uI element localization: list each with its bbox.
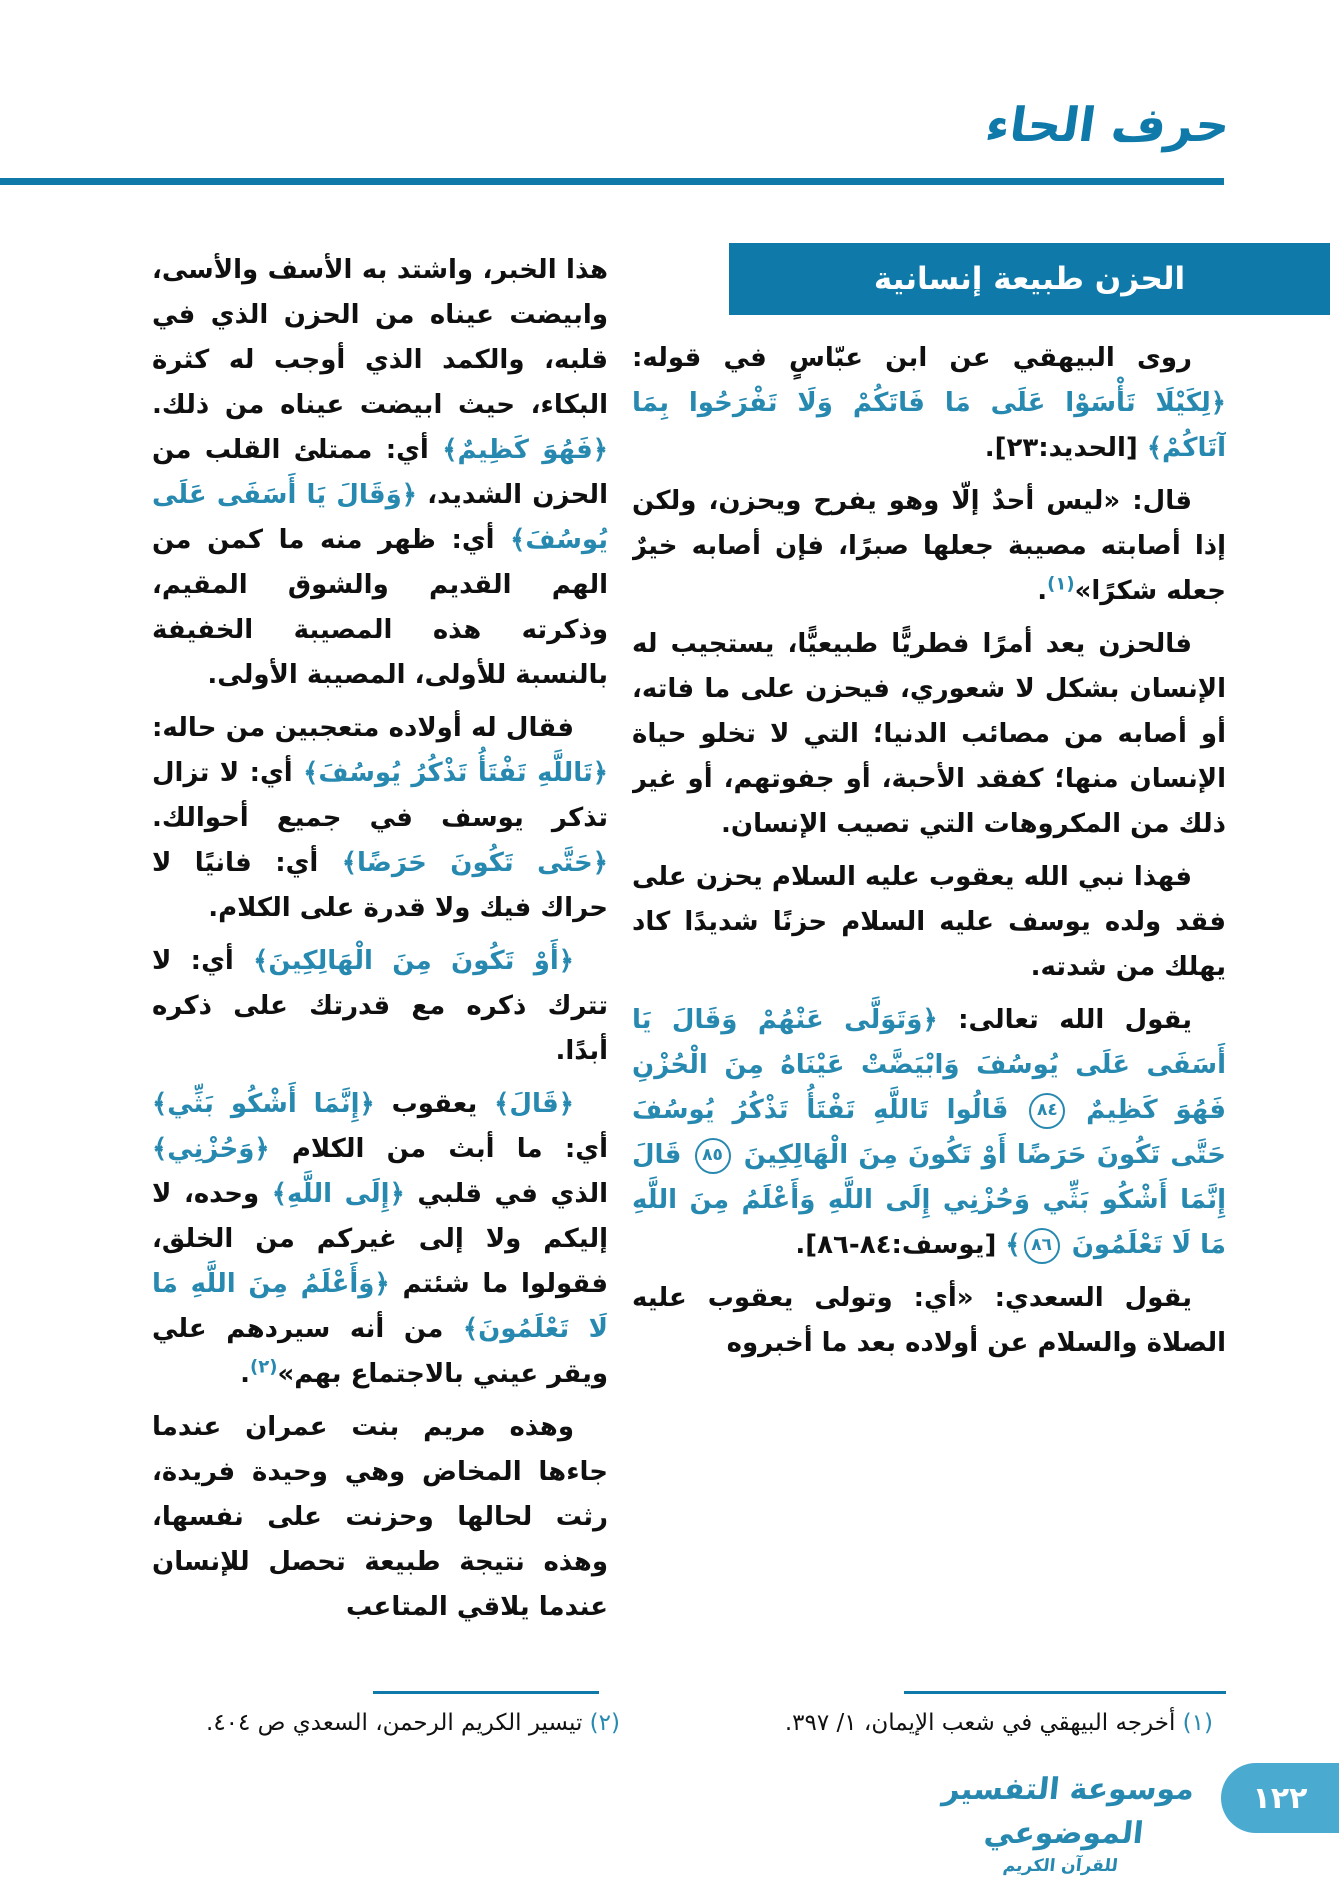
footnote-1-number: (١) [1182,1710,1213,1736]
quran-quote: ﴿إِلَى اللَّهِ﴾ [271,1179,405,1209]
body-text: فهذا نبي الله يعقوب عليه السلام يحزن على فقد ولده يوسف عليه السلام حزنًا شديدًا كاد يهلك من شدته. [632,862,1226,982]
body-text: يقول السعدي: «أي: وتولى يعقوب عليه الصلاة والسلام عن أولاده بعد ما أخبروه [632,1283,1226,1358]
paragraph [152,706,608,931]
body-text: روى البيهقي عن ابن عبّاسٍ في قوله: [632,343,1192,373]
footnote-1 [713,1706,1213,1740]
body-text: أي: ظهر منه ما كمن من الهم القديم والشوق المقيم، وذكرته هذه المصيبة الخفيفة بالنسبة للأولى، المصيبة الأولى. [152,525,608,690]
body-text: فقال له أولاده متعجبين من حاله: [152,713,574,743]
footnote-2-number: (٢) [589,1710,620,1736]
body-text: [يوسف:٨٤-٨٦]. [795,1230,1006,1260]
verse-number: ٨٤ [1029,1093,1065,1129]
quran-quote: ﴿وَحُزْنِي﴾ [152,1134,270,1164]
body-text: فالحزن يعد أمرًا فطريًّا طبيعيًّا، يستجيب له الإنسان بشكل لا شعوري، فيحزن على ما فاته، أو أصابه من مصائب الدنيا؛ التي لا تخلو حياة الإنسان منها؛ كفقد الأحبة، أو جفوتهم، أو غير ذلك من المكروهات التي تصيب الإنسان. [632,629,1226,839]
body-text: هذا الخبر، واشتد به الأسف والأسى، وابيضت عيناه من الحزن الذي في قلبه، والكمد الذي أوجب له كثرة البكاء، حيث ابيضت عيناه من ذلك. [152,255,608,420]
body-text: . [1037,576,1048,606]
quran-quote: ﴿حَتَّى تَكُونَ حَرَضًا﴾ [341,848,608,878]
body-text: أي: لا تزال تذكر يوسف في جميع أحوالك. [152,758,608,833]
footnote-rule-right [904,1691,1226,1694]
section-title-box [729,243,1330,315]
body-text: أي: لا تترك ذكره مع قدرتك على ذكره أبدًا. [152,946,608,1066]
quran-quote: ﴿وَأَعْلَمُ مِنَ اللَّهِ مَا لَا تَعْلَمُونَ﴾ [152,1269,608,1344]
publisher-logo [913,1768,1216,1876]
paragraph [632,336,1226,471]
body-text: وحده، لا إليكم ولا إلى غيركم من الخلق، فقولوا ما شئتم [152,1179,608,1299]
body-text: من أنه سيردهم علي ويقر عيني بالاجتماع بهم» [152,1314,608,1389]
paragraph [632,622,1226,847]
quran-quote: ﴿لِكَيْلَا تَأْسَوْا عَلَى مَا فَاتَكُمْ وَلَا تَفْرَحُوا بِمَا آتَاكُمْ﴾ [632,388,1226,463]
quran-quote: ﴿تَاللَّهِ تَفْتَأُ تَذْكُرُ يُوسُفَ﴾ [303,758,608,788]
footnote-2 [148,1706,620,1740]
paragraph [152,248,608,698]
section-title: الحزن طبيعة إنسانية [873,261,1186,297]
body-text: يعقوب [374,1089,495,1119]
body-text: أي: ممتلئ القلب من الحزن الشديد، [152,435,608,510]
column-left [152,248,608,1670]
quran-quote: ﴿فَهُوَ كَظِيمٌ﴾ [442,435,608,465]
paragraph [152,939,608,1074]
paragraph [632,1276,1226,1366]
page-number-badge [1221,1763,1339,1833]
footnote-ref: (١) [1047,573,1075,595]
paragraph [632,479,1226,614]
paragraph [632,855,1226,990]
body-text: . [240,1359,250,1389]
chapter-header-calligraphy: حرف الحاء [981,98,1233,153]
paragraph [152,1082,608,1397]
body-text: يقول الله تعالى: [937,1005,1192,1035]
quran-quote: قَالَ إِنَّمَا أَشْكُو بَثِّي وَحُزْنِي إِلَى اللَّهِ وَأَعْلَمُ مِنَ اللَّهِ مَا لَا تَعْلَمُونَ [632,1140,1226,1260]
quran-quote: ﴿إِنَّمَا أَشْكُو بَثِّي﴾ [152,1089,375,1119]
body-text: أي: ما أبث من الكلام [269,1134,608,1164]
body-text: قال: «ليس أحدٌ إلّا وهو يفرح ويحزن، ولكن إذا أصابته مصيبة جعلها صبرًا، فإن أصابه خيرٌ جعله شكرًا» [632,486,1226,606]
footnote-2-text: تيسير الكريم الرحمن، السعدي ص ٤٠٤. [206,1710,590,1736]
body-text: وهذه مريم بنت عمران عندما جاءها المخاض وهي وحيدة فريدة، رثت لحالها وحزنت على نفسها، وهذه نتيجة طبيعة تحصل للإنسان عندما يلاقي المتاعب [152,1412,608,1622]
footnote-1-text: أخرجه البيهقي في شعب الإيمان، ١/ ٣٩٧. [784,1710,1183,1736]
quran-quote: ﴿وَقَالَ يَا أَسَفَى عَلَى يُوسُفَ﴾ [152,480,608,555]
footnote-ref: (٢) [249,1356,278,1378]
paragraph [632,998,1226,1268]
body-text: أي: فانيًا لا حراك فيك ولا قدرة على الكلام. [152,848,608,923]
quran-quote: قَالُوا تَاللَّهِ تَفْتَأُ تَذْكُرُ يُوسُفَ حَتَّى تَكُونَ حَرَضًا أَوْ تَكُونَ مِنَ الْهَالِكِينَ [632,1095,1226,1170]
quran-quote: ﴿قَالَ﴾ [494,1089,574,1119]
paragraph [152,1405,608,1630]
column-right [632,336,1226,1670]
header-rule [0,178,1224,185]
verse-number: ٨٦ [1024,1228,1060,1264]
publisher-logo-title: موسوعة التفسير الموضوعي [940,1772,1197,1851]
body-text: الذي في قلبي [404,1179,608,1209]
footnote-rule-left [373,1691,599,1694]
publisher-logo-subtitle: للقرآن الكريم [1001,1856,1119,1876]
verse-number: ٨٥ [695,1138,731,1174]
quran-quote: ﴿أَوْ تَكُونَ مِنَ الْهَالِكِينَ﴾ [253,946,574,976]
quran-quote: ﴿وَتَوَلَّى عَنْهُمْ وَقَالَ يَا أَسَفَى عَلَى يُوسُفَ وَابْيَضَّتْ عَيْنَاهُ مِنَ الْحُزْنِ فَهُوَ كَظِيمٌ [632,1005,1226,1125]
quran-quote: ﴾ [1005,1230,1021,1260]
body-text: [الحديد:٢٣]. [984,433,1147,463]
page-number: ١٢٢ [1252,1780,1308,1816]
